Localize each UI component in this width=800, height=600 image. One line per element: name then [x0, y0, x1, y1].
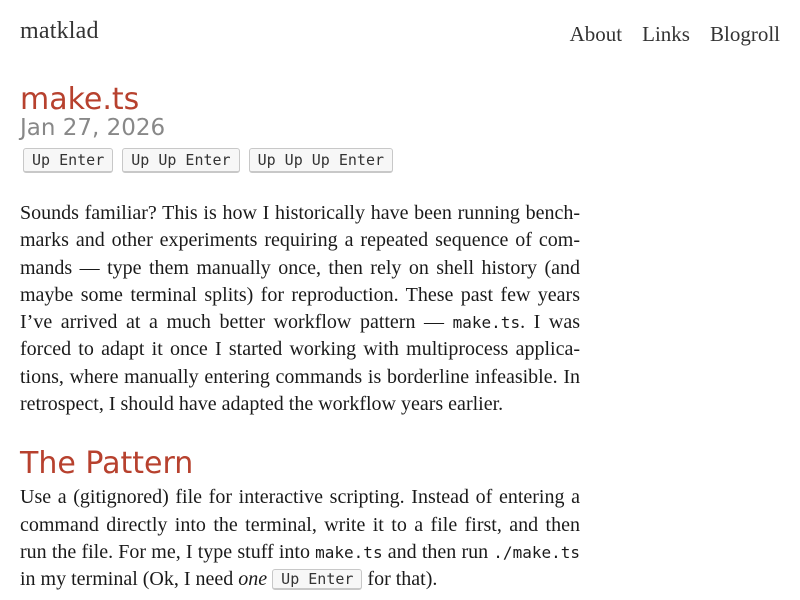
inline-code-run-make-ts: ./make.ts [493, 542, 580, 562]
top-nav [570, 22, 780, 47]
article [20, 80, 580, 594]
inline-kbd-up-enter: Up Enter [272, 569, 362, 590]
key-sequence-list [20, 148, 580, 173]
pattern-text-1: Use a (gitignored) file for interactive scripting. Instead of entering a command directly into the terminal, write it to a file first, and then run the file. For me, I type stuff into [20, 486, 580, 563]
kbd-up-enter: Up Enter [23, 148, 113, 173]
kbd-up-up-up-enter: Up Up Up Enter [249, 148, 393, 173]
intro-text-2: . I was forced to adapt it once I started working with multiprocess applications, where manually entering commands is borderline infeasible. In retrospect, I should have adapted the workflow years earlier. [20, 311, 581, 416]
post-title: make.ts [20, 82, 140, 117]
inline-code-make-ts-2: make.ts [315, 542, 383, 562]
emphasis-one: one [238, 568, 268, 591]
pattern-text-4: for that). [362, 568, 438, 591]
intro-text-1: Sounds familiar? This is how I historically have been running benchmarks and other experiments requiring a repeated sequence of commands — type them manually once, then rely on shell history (and maybe some terminal splits) for reproduction. These past few years I’ve arrived at a much better workflow pattern — [20, 202, 580, 334]
intro-paragraph [20, 200, 580, 418]
nav-link-about[interactable]: About [569, 22, 623, 46]
pattern-text-3: in my terminal (Ok, I need [20, 568, 239, 591]
inline-code-make-ts: make.ts [452, 313, 521, 333]
nav-link-blogroll[interactable]: Blogroll [709, 22, 780, 46]
kbd-up-up-enter: Up Up Enter [122, 148, 239, 173]
site-title-link[interactable]: matklad [20, 18, 99, 44]
pattern-text-2: and then run [382, 540, 494, 563]
post-date: Jan 27, 2026 [20, 115, 166, 141]
pattern-paragraph [20, 484, 580, 593]
nav-link-links[interactable]: Links [642, 22, 690, 46]
section-heading-pattern: The Pattern [20, 446, 194, 482]
